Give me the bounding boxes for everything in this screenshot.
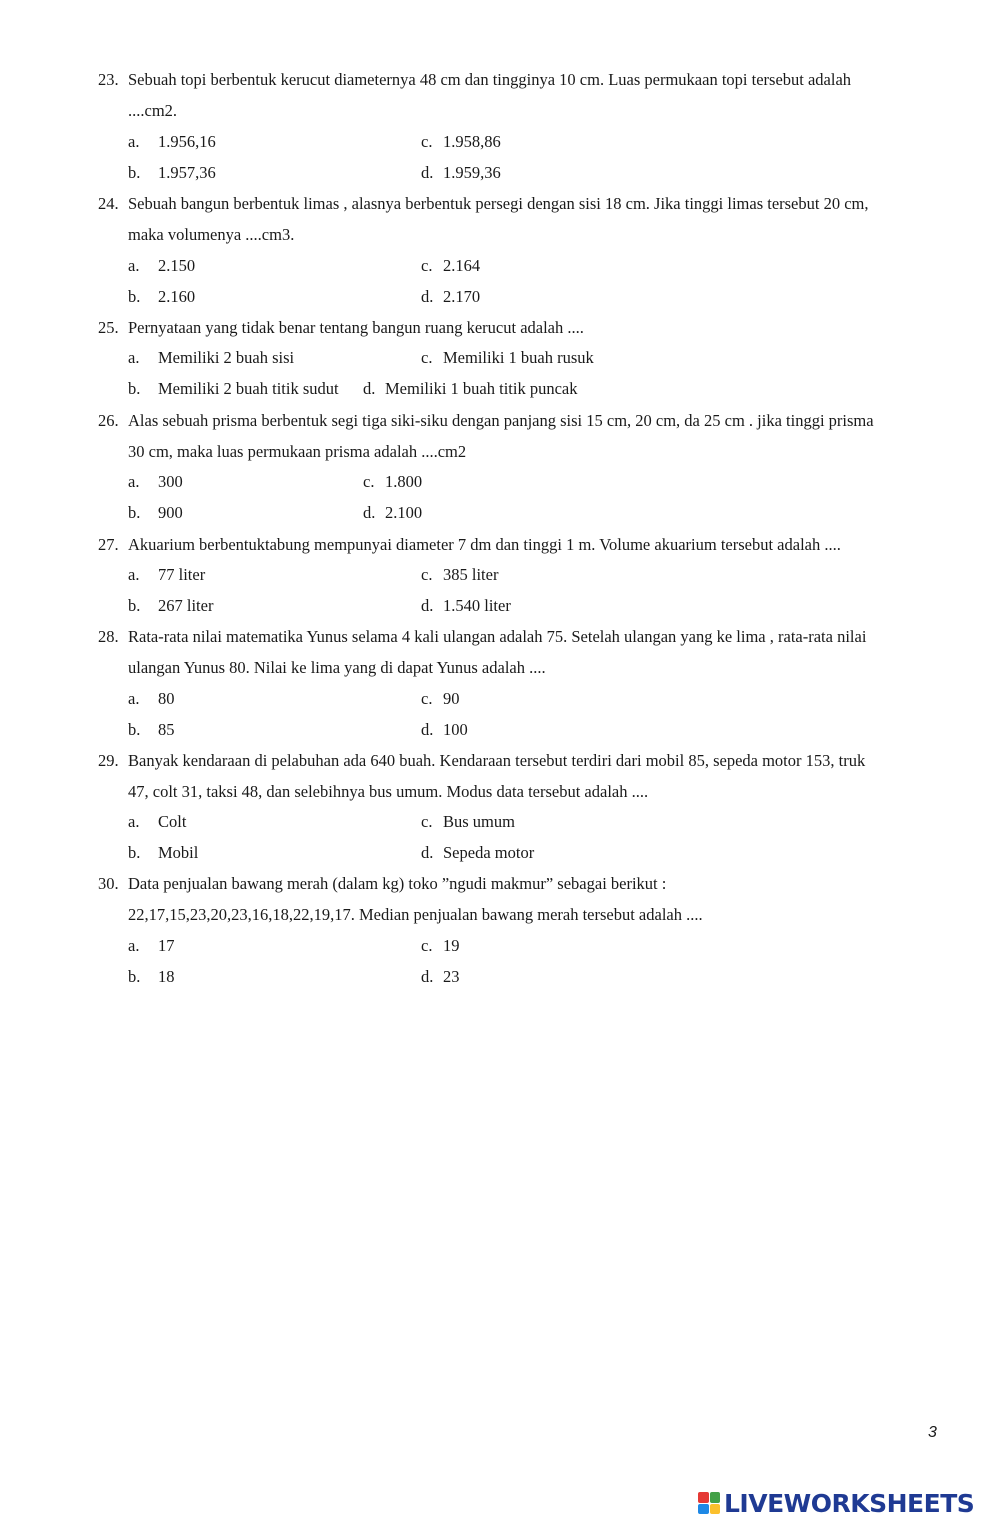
question-text-line: maka volumenya ....cm3. <box>128 225 295 244</box>
option-c[interactable]: c. 90 <box>421 689 460 708</box>
option-d[interactable]: d. Sepeda motor <box>421 843 535 862</box>
question-28 <box>98 621 958 683</box>
option-a[interactable]: a. Colt <box>128 812 187 831</box>
option-b[interactable]: b. 85 <box>128 720 175 739</box>
question-text-line: ....cm2. <box>128 101 178 120</box>
question-number: 27. <box>98 535 119 554</box>
liveworksheets-logo-icon <box>698 1492 720 1514</box>
option-a[interactable]: a. 1.956,16 <box>128 132 216 151</box>
liveworksheets-logo <box>698 1488 974 1518</box>
question-27 <box>98 529 958 560</box>
option-d[interactable]: d. 2.170 <box>421 287 481 306</box>
question-text-line: Alas sebuah prisma berbentuk segi tiga siki-siku dengan panjang sisi 15 cm, 20 cm, da 25 cm . jika tinggi prisma <box>128 411 874 430</box>
option-a[interactable]: a. Memiliki 2 buah sisi <box>128 348 295 367</box>
question-text-line: Akuarium berbentuktabung mempunyai diameter 7 dm dan tinggi 1 m. Volume akuarium tersebut adalah .... <box>128 535 841 554</box>
question-text-line: Sebuah topi berbentuk kerucut diameternya 48 cm dan tingginya 10 cm. Luas permukaan topi tersebut adalah <box>128 70 852 89</box>
option-d[interactable]: d. 1.540 liter <box>421 596 511 615</box>
question-text-line: Sebuah bangun berbentuk limas , alasnya berbentuk persegi dengan sisi 18 cm. Jika tinggi limas tersebut 20 cm, <box>128 194 869 213</box>
question-number: 26. <box>98 411 119 430</box>
option-c[interactable]: c. 2.164 <box>421 256 481 275</box>
option-b[interactable]: b. 900 <box>128 503 183 522</box>
option-c[interactable]: c. 1.800 <box>363 472 423 491</box>
option-d[interactable]: d. Memiliki 1 buah titik puncak <box>363 379 578 398</box>
question-number: 30. <box>98 874 119 893</box>
question-text-line: Data penjualan bawang merah (dalam kg) toko ”ngudi makmur” sebagai berikut : <box>128 874 667 893</box>
option-c[interactable]: c. 1.958,86 <box>421 132 501 151</box>
option-c[interactable]: c. Bus umum <box>421 812 515 831</box>
option-a[interactable]: a. 17 <box>128 936 175 955</box>
question-29 <box>98 745 958 807</box>
logo-square <box>698 1504 709 1515</box>
question-text-line: 22,17,15,23,20,23,16,18,22,19,17. Median penjualan bawang merah tersebut adalah .... <box>128 905 703 924</box>
question-number: 29. <box>98 751 119 770</box>
option-d[interactable]: d. 2.100 <box>363 503 423 522</box>
option-c[interactable]: c. 385 liter <box>421 565 499 584</box>
question-30 <box>98 868 958 930</box>
option-d[interactable]: d. 23 <box>421 967 460 986</box>
option-a[interactable]: a. 300 <box>128 472 183 491</box>
question-text-line: 30 cm, maka luas permukaan prisma adalah ....cm2 <box>128 442 467 461</box>
question-number: 25. <box>98 318 119 337</box>
question-25 <box>98 312 958 343</box>
option-c[interactable]: c. 19 <box>421 936 460 955</box>
question-text-line: 47, colt 31, taksi 48, dan selebihnya bus umum. Modus data tersebut adalah .... <box>128 782 649 801</box>
option-b[interactable]: b. 18 <box>128 967 175 986</box>
question-number: 24. <box>98 194 119 213</box>
question-24 <box>98 188 958 250</box>
option-b[interactable]: b. 1.957,36 <box>128 163 216 182</box>
logo-square <box>710 1492 721 1503</box>
question-text-line: Pernyataan yang tidak benar tentang bangun ruang kerucut adalah .... <box>128 318 584 337</box>
question-text-line: Banyak kendaraan di pelabuhan ada 640 buah. Kendaraan tersebut terdiri dari mobil 85, sepeda motor 153, truk <box>128 751 866 770</box>
option-c[interactable]: c. Memiliki 1 buah rusuk <box>421 348 594 367</box>
option-a[interactable]: a. 80 <box>128 689 175 708</box>
option-b[interactable]: b. Mobil <box>128 843 199 862</box>
question-26 <box>98 405 958 467</box>
option-a[interactable]: a. 77 liter <box>128 565 206 584</box>
option-a[interactable]: a. 2.150 <box>128 256 196 275</box>
option-d[interactable]: d. 1.959,36 <box>421 163 501 182</box>
liveworksheets-logo-text: LIVEWORKSHEETS <box>724 1488 975 1518</box>
option-b[interactable]: b. 267 liter <box>128 596 214 615</box>
option-b[interactable]: b. 2.160 <box>128 287 196 306</box>
question-text-line: Rata-rata nilai matematika Yunus selama 4 kali ulangan adalah 75. Setelah ulangan yang ke lima , rata-rata nilai <box>128 627 867 646</box>
option-b[interactable]: b. Memiliki 2 buah titik sudut <box>128 379 339 398</box>
logo-square <box>698 1492 709 1503</box>
question-number: 23. <box>98 70 119 89</box>
page-number: 3 <box>928 1424 937 1441</box>
question-text-line: ulangan Yunus 80. Nilai ke lima yang di dapat Yunus adalah .... <box>128 658 546 677</box>
logo-square <box>710 1504 721 1515</box>
option-d[interactable]: d. 100 <box>421 720 468 739</box>
question-number: 28. <box>98 627 119 646</box>
question-23 <box>98 64 958 126</box>
